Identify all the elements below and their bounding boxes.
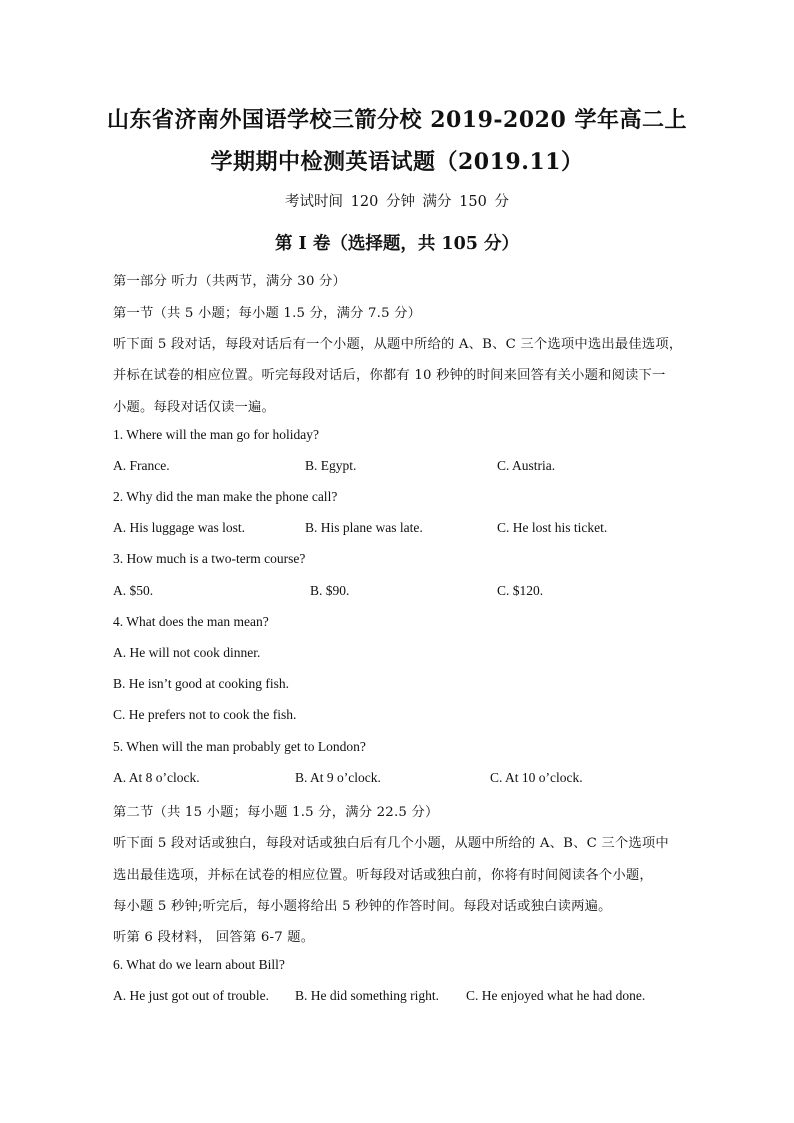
option-c: C. He lost his ticket. (497, 520, 608, 535)
part1-heading: 第一部分 听力（共两节，满分 30 分） (113, 274, 347, 289)
option-b: B. At 9 o’clock. (295, 770, 381, 785)
option-a: A. France. (113, 458, 170, 473)
instruction-line: 听下面 5 段对话或独白，每段对话或独白后有几个小题，从题中所给的 A、B、C 三个选项中 (113, 836, 669, 851)
instruction-line: 听下面 5 段对话，每段对话后有一个小题，从题中所给的 A、B、C 三个选项中选出最佳选项， (113, 337, 683, 352)
option-b: B. He did something right. (295, 988, 439, 1003)
question-stem: 2. Why did the man make the phone call? (113, 489, 338, 504)
option-b: B. Egypt. (305, 458, 357, 473)
instruction-line: 小题。每段对话仅读一遍。 (113, 400, 275, 415)
section1-heading: 第一节（共 5 小题；每小题 1.5 分，满分 7.5 分） (113, 306, 422, 321)
question-stem: 5. When will the man probably get to London? (113, 739, 366, 754)
question-stem: 3. How much is a two-term course? (113, 551, 306, 566)
instruction-line: 选出最佳选项，并标在试卷的相应位置。听每段对话或独白前，你将有时间阅读各个小题， (113, 868, 653, 883)
instruction-line: 每小题 5 秒钟;听完后，每小题将给出 5 秒钟的作答时间。每段对话或独白读两遍。 (113, 899, 612, 914)
option-b: B. He isn’t good at cooking fish. (113, 676, 289, 691)
question-stem: 4. What does the man mean? (113, 614, 269, 629)
option-a: A. He just got out of trouble. (113, 988, 269, 1003)
exam-title-line1: 山东省济南外国语学校三箭分校 2019-2020 学年高二上 (107, 107, 687, 133)
option-b: B. His plane was late. (305, 520, 423, 535)
option-a: A. His luggage was lost. (113, 520, 245, 535)
section2-heading: 第二节（共 15 小题；每小题 1.5 分，满分 22.5 分） (113, 805, 439, 820)
question-stem: 6. What do we learn about Bill? (113, 957, 285, 972)
option-c: C. He enjoyed what he had done. (466, 988, 646, 1003)
option-c: C. At 10 o’clock. (490, 770, 583, 785)
option-a: A. At 8 o’clock. (113, 770, 200, 785)
option-b: B. $90. (310, 583, 350, 598)
option-c: C. $120. (497, 583, 544, 598)
option-c: C. He prefers not to cook the fish. (113, 707, 297, 722)
volume-title: 第 I 卷（选择题，共 105 分） (274, 234, 520, 254)
exam-title-line2: 学期期中检测英语试题（2019.11） (210, 149, 584, 175)
option-a: A. He will not cook dinner. (113, 645, 261, 660)
instruction-line: 并标在试卷的相应位置。听完每段对话后，你都有 10 秒钟的时间来回答有关小题和阅读下一 (113, 368, 666, 383)
question-stem: 1. Where will the man go for holiday? (113, 427, 319, 442)
option-c: C. Austria. (497, 458, 556, 473)
exam-info: 考试时间 120 分钟 满分 150 分 (285, 194, 509, 210)
material-heading: 听第 6 段材料， 回答第 6-7 题。 (113, 930, 315, 945)
option-a: A. $50. (113, 583, 154, 598)
